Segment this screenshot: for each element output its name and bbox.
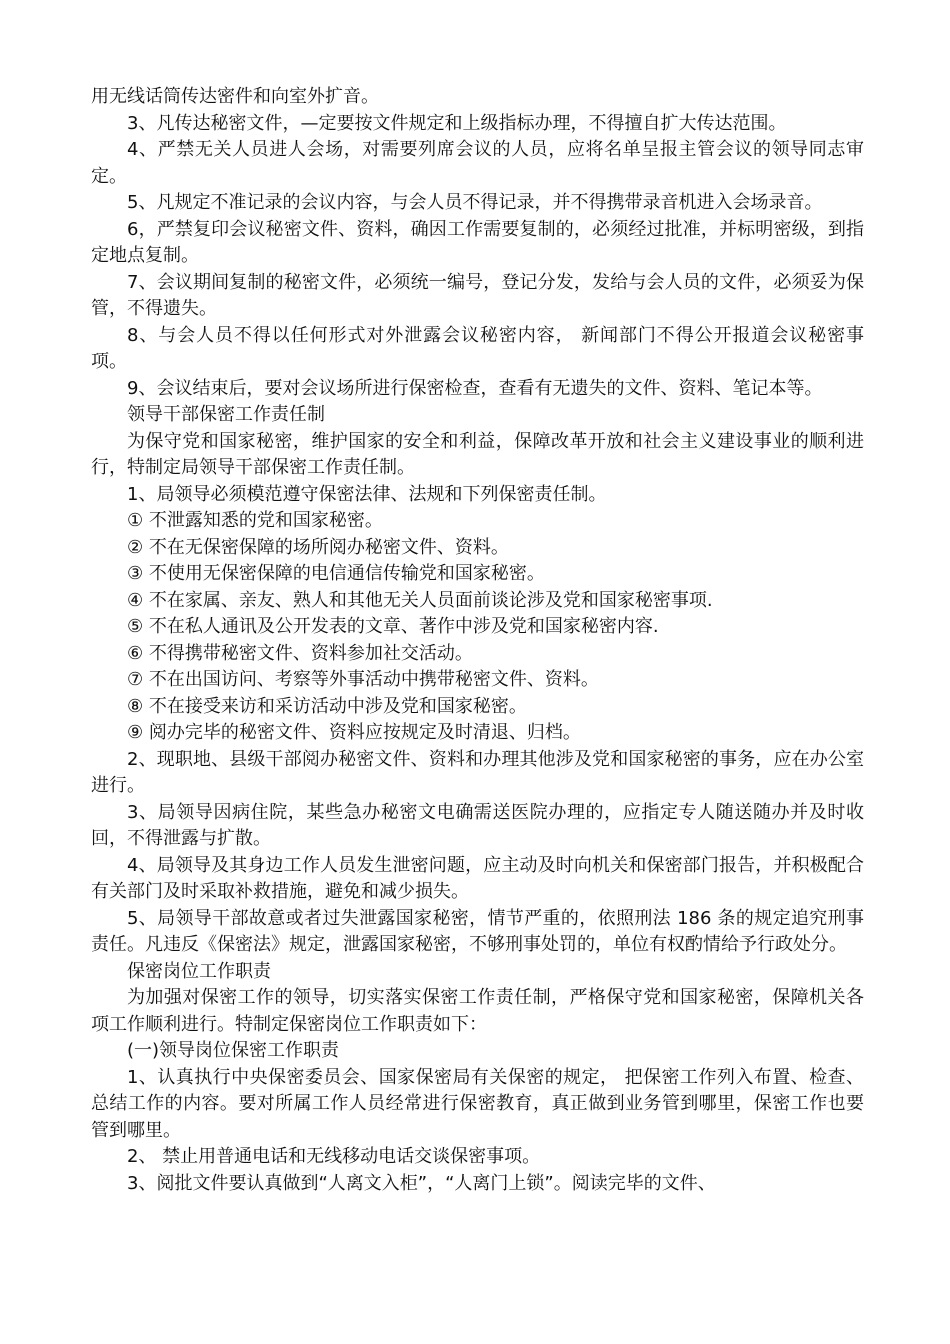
paragraph: 6，严禁复印会议秘密文件、资料，确因工作需要复制的，必须经过批准，并标明密级，到指定地点复制。: [91, 218, 864, 266]
paragraph: 2、 禁止用普通电话和无线移动电话交谈保密事项。: [127, 1146, 541, 1167]
list-item: ③ 不使用无保密保障的电信通信传输党和国家秘密。: [127, 563, 545, 584]
paragraph: 5、局领导干部故意或者过失泄露国家秘密，情节严重的，依照刑法 186 条的规定追究刑事责任。凡违反《保密法》规定，泄露国家秘密，不够刑事处罚的，单位有权酌情给予行政处分。: [91, 907, 864, 955]
paragraph: 5、凡规定不准记录的会议内容，与会人员不得记录，并不得携带录音机进入会场录音。: [127, 192, 823, 213]
paragraph: 用无线话筒传达密件和向室外扩音。: [91, 86, 379, 107]
subsection-heading: (一)领导岗位保密工作职责: [127, 1040, 340, 1061]
list-item: ② 不在无保密保障的场所阅办秘密文件、资料。: [127, 536, 509, 558]
list-item: ⑥ 不得携带秘密文件、资料参加社交活动。: [127, 642, 473, 664]
list-item: ⑤ 不在私人通讯及公开发表的文章、著作中涉及党和国家秘密内容.: [127, 616, 659, 637]
paragraph: 8、与会人员不得以任何形式对外泄露会议秘密内容， 新闻部门不得公开报道会议秘密事项。: [91, 324, 864, 372]
section-heading: 保密岗位工作职责: [127, 960, 271, 982]
paragraph: 为加强对保密工作的领导，切实落实保密工作责任制，严格保守党和国家秘密，保障机关各项工作顺利进行。特制定保密岗位工作职责如下：: [91, 987, 864, 1035]
list-item: ① 不泄露知悉的党和国家秘密。: [127, 510, 383, 531]
paragraph: 3、凡传达秘密文件，—定要按文件规定和上级指标办理，不得擅自扩大传达范围。: [127, 112, 787, 134]
list-item: ⑧ 不在接受来访和采访活动中涉及党和国家秘密。: [127, 695, 527, 717]
list-item: ⑦ 不在出国访问、考察等外事活动中携带秘密文件、资料。: [127, 669, 599, 690]
paragraph: 1、局领导必须模范遵守保密法律、法规和下列保密责任制。: [127, 483, 607, 505]
paragraph: 1、认真执行中央保密委员会、国家保密局有关保密的规定， 把保密工作列入布置、检查、总结工作的内容。要对所属工作人员经常进行保密教育，真正做到业务管到哪里，保密工作也要管到哪里。: [91, 1066, 864, 1141]
document-body: [91, 84, 864, 1197]
list-item: ④ 不在家属、亲友、熟人和其他无关人员面前谈论涉及党和国家秘密事项.: [127, 589, 713, 611]
paragraph: 9、会议结束后，要对会议场所进行保密检查，查看有无遗失的文件、资料、笔记本等。: [127, 377, 823, 399]
paragraph: 7、会议期间复制的秘密文件，必须统一编号，登记分发，发给与会人员的文件，必须妥为保管，不得遗失。: [91, 271, 864, 319]
paragraph: 4、严禁无关人员进人会场，对需要列席会议的人员，应将名单呈报主管会议的领导同志审定。: [91, 139, 864, 187]
paragraph: 3、阅批文件要认真做到“人离文入柜”，“人离门上锁”。阅读完毕的文件、: [127, 1172, 716, 1194]
paragraph: 2、现职地、县级干部阅办秘密文件、资料和办理其他涉及党和国家秘密的事务，应在办公室进行。: [91, 748, 864, 796]
paragraph: 4、局领导及其身边工作人员发生泄密问题，应主动及时向机关和保密部门报告，并积极配合有关部门及时采取补救措施，避免和减少损失。: [91, 854, 864, 902]
section-heading: 领导干部保密工作责任制: [127, 404, 325, 425]
paragraph: 3、局领导因病住院，某些急办秘密文电确需送医院办理的，应指定专人随送随办并及时收回，不得泄露与扩散。: [91, 801, 864, 849]
paragraph: 为保守党和国家秘密，维护国家的安全和利益，保障改革开放和社会主义建设事业的顺利进行，特制定局领导干部保密工作责任制。: [91, 430, 864, 478]
list-item: ⑨ 阅办完毕的秘密文件、资料应按规定及时清退、归档。: [127, 722, 581, 743]
